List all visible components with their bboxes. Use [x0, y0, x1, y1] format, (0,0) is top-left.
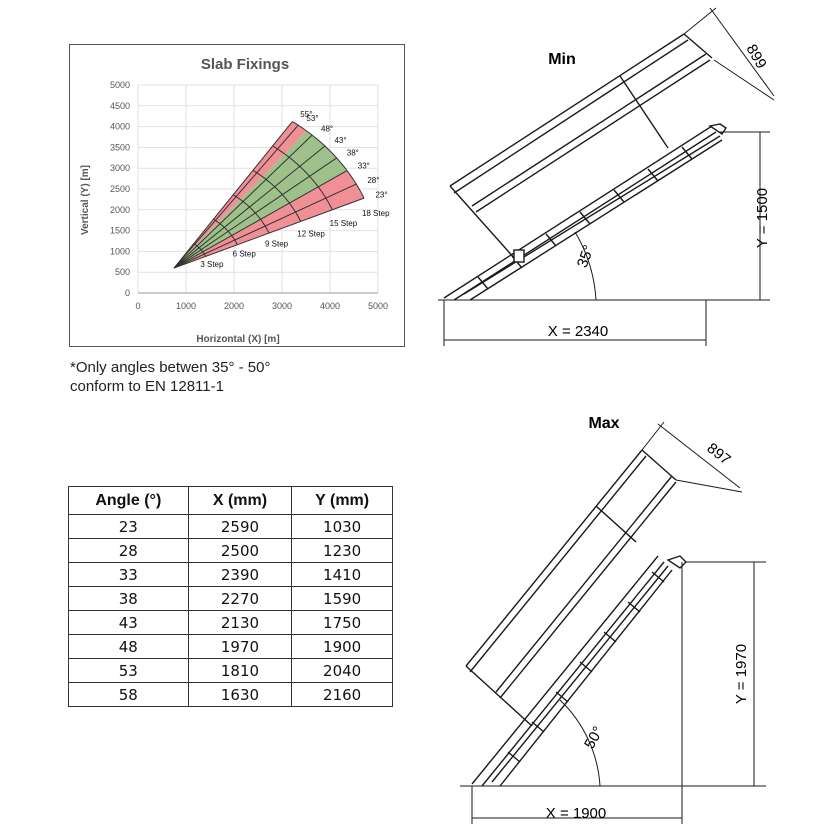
table-row [69, 659, 393, 683]
cell-x: 2390 [188, 563, 292, 587]
x-tick-label: 5000 [367, 301, 389, 311]
angle-label: 53° [306, 114, 319, 124]
y-tick-label: 4500 [109, 100, 130, 111]
header-y: Y (mm) [292, 487, 393, 515]
cell-y: 1230 [292, 539, 393, 563]
angle-label: 43° [334, 135, 347, 145]
max-height-label: Y = 1970 [733, 643, 750, 705]
angle-label: 38° [346, 148, 359, 158]
table-row [69, 587, 393, 611]
cell-x: 1630 [188, 683, 292, 707]
table-row [69, 515, 393, 539]
angle-label: 23° [375, 190, 388, 200]
cell-y: 2160 [292, 683, 393, 707]
note-line-1: *Only angles betwen 35° - 50° [70, 359, 271, 376]
min-x-label: X = 2340 [547, 323, 609, 340]
cell-angle: 43 [69, 611, 189, 635]
angle-dimension-table [68, 486, 393, 707]
min-height-label: Y = 1500 [754, 187, 771, 249]
y-tick-label: 3000 [109, 163, 130, 174]
table-header-row [69, 487, 393, 515]
x-tick-label: 2000 [223, 301, 245, 311]
min-stair-drawing [420, 0, 840, 370]
cell-angle: 58 [69, 683, 189, 707]
cell-x: 2500 [188, 539, 292, 563]
step-label: 15 Step [329, 219, 358, 229]
y-tick-label: 500 [114, 267, 130, 278]
step-label: 9 Step [264, 239, 289, 249]
step-label: 3 Step [200, 259, 224, 269]
cell-angle: 33 [69, 563, 189, 587]
cell-y: 1410 [292, 563, 393, 587]
table-row [69, 611, 393, 635]
cell-y: 1900 [292, 635, 393, 659]
cell-x: 1810 [188, 659, 292, 683]
x-tick-label: 4000 [319, 301, 341, 311]
cell-angle: 23 [69, 515, 189, 539]
y-tick-label: 5000 [109, 80, 130, 90]
cell-x: 2270 [188, 587, 292, 611]
chart-svg [70, 45, 404, 346]
y-tick-label: 3500 [109, 142, 130, 153]
min-width-label: 899 [742, 41, 770, 72]
cell-angle: 28 [69, 539, 189, 563]
chart-xlabel: Horizontal (X) [m] [196, 334, 280, 345]
cell-x: 2130 [188, 611, 292, 635]
angle-label: 55° [300, 110, 313, 120]
cell-x: 1970 [188, 635, 292, 659]
cell-y: 1030 [292, 515, 393, 539]
angle-label: 48° [321, 124, 334, 134]
min-angle-label: 35° [573, 242, 598, 271]
y-tick-label: 2500 [109, 184, 130, 194]
step-label: 18 Step [361, 208, 390, 218]
y-tick-label: 4000 [109, 121, 130, 132]
slab-fixings-chart [69, 44, 405, 347]
max-title: Max [588, 415, 620, 432]
header-x: X (mm) [188, 487, 292, 515]
cell-x: 2590 [188, 515, 292, 539]
x-tick-label: 3000 [271, 301, 293, 311]
step-label: 6 Step [232, 249, 256, 259]
y-tick-label: 0 [124, 288, 130, 298]
max-stair-drawing [420, 400, 840, 840]
cell-angle: 48 [69, 635, 189, 659]
y-tick-label: 1500 [109, 225, 130, 236]
cell-y: 2040 [292, 659, 393, 683]
cell-angle: 38 [69, 587, 189, 611]
x-tick-label: 0 [135, 301, 141, 311]
max-angle-label: 50° [581, 723, 608, 752]
chart-ylabel: Vertical (Y) [m] [80, 164, 91, 236]
table-row [69, 539, 393, 563]
chart-title: Slab Fixings [200, 56, 290, 73]
table-row [69, 635, 393, 659]
cell-angle: 53 [69, 659, 189, 683]
table-row [69, 563, 393, 587]
header-angle: Angle (°) [69, 487, 189, 515]
angle-label: 28° [367, 175, 380, 185]
y-tick-label: 1000 [109, 246, 130, 257]
standard-note [70, 358, 270, 396]
note-line-2: conform to EN 12811-1 [70, 378, 224, 395]
min-stair-frame [438, 8, 774, 346]
max-stair-frame [460, 422, 766, 824]
min-title: Min [548, 51, 576, 68]
x-tick-label: 1000 [175, 301, 197, 311]
chart-fan [174, 110, 390, 269]
max-width-label: 897 [703, 439, 734, 469]
cell-y: 1750 [292, 611, 393, 635]
step-label: 12 Step [297, 229, 325, 239]
table-row [69, 683, 393, 707]
cell-y: 1590 [292, 587, 393, 611]
max-x-label: X = 1900 [545, 805, 607, 822]
y-tick-label: 2000 [109, 204, 130, 215]
angle-label: 33° [357, 161, 370, 171]
